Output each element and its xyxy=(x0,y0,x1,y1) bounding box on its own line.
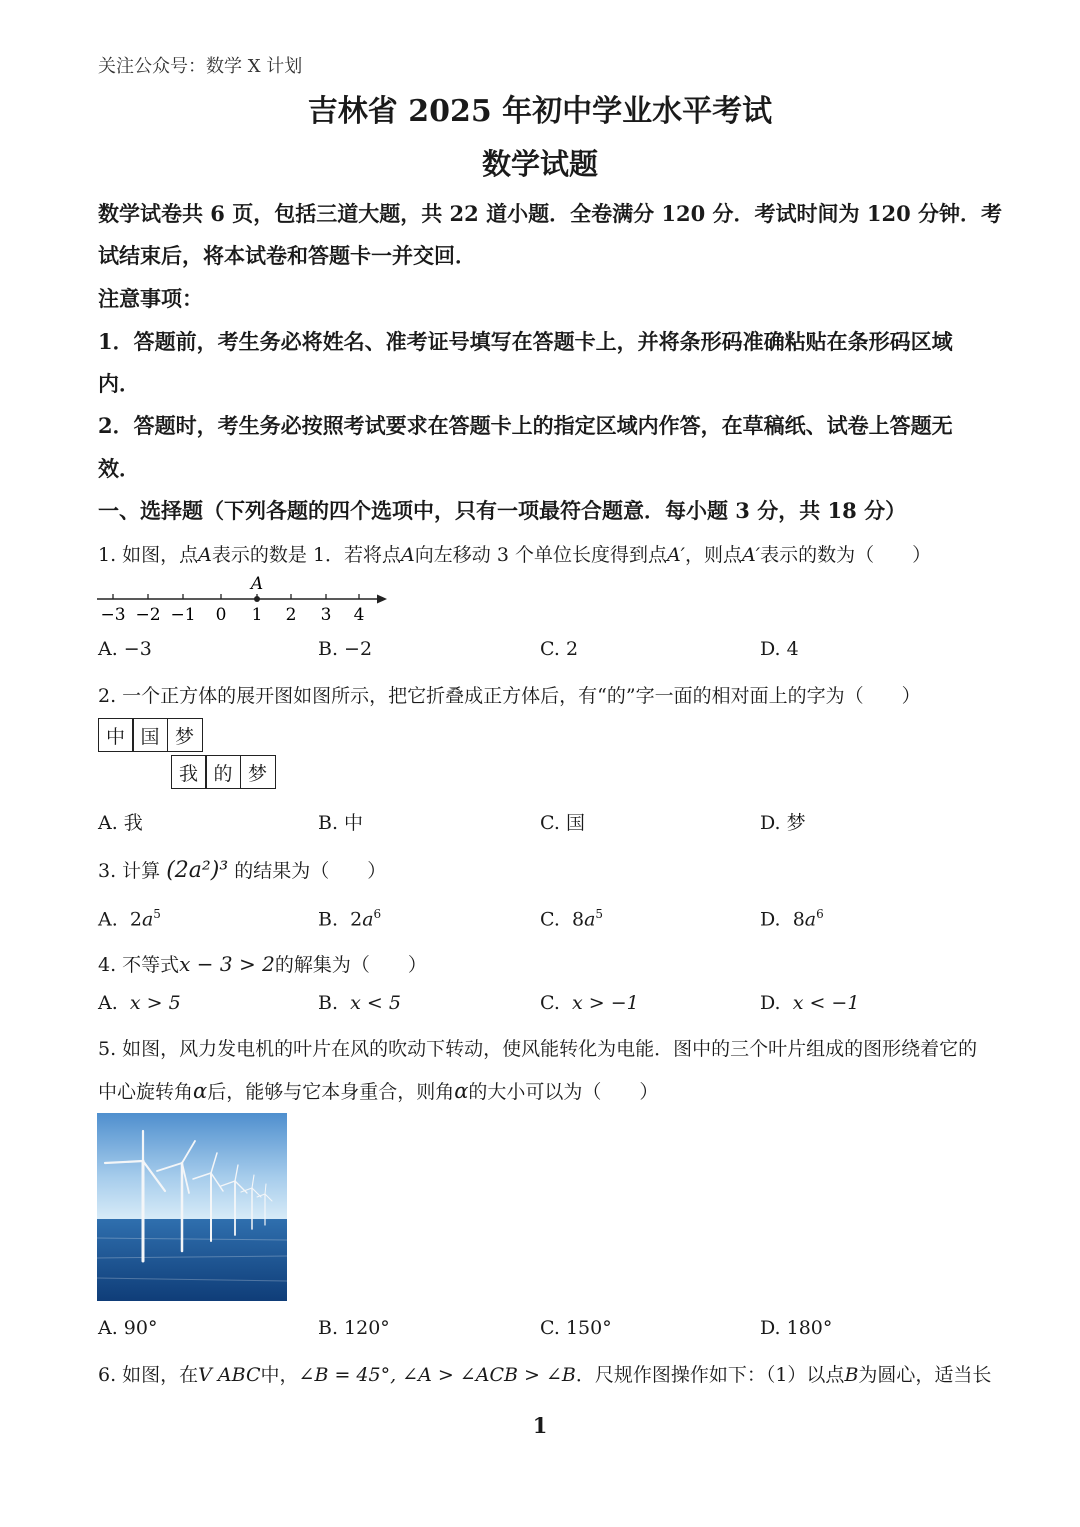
q2-option-a: A. 我 xyxy=(98,812,143,834)
q5-option-c: C. 150° xyxy=(540,1317,612,1339)
tick-label: 4 xyxy=(353,605,365,625)
q5-stem-line-1: 5. 如图，风力发电机的叶片在风的吹动下转动，使风能转化为电能．图中的三个叶片组成的图形绕着它的 xyxy=(98,1038,978,1060)
q5-option-a: A. 90° xyxy=(98,1317,158,1339)
q4-option-b: B. x < 5 xyxy=(318,992,401,1014)
q2-option-c: C. 国 xyxy=(540,812,585,834)
q1-option-d: D. 4 xyxy=(760,638,799,660)
q4-option-a: A. x > 5 xyxy=(98,992,181,1014)
tick-label: −1 xyxy=(170,605,196,625)
number-line xyxy=(95,572,395,626)
notice-item-1: 1．答题前，考生务必将姓名、准考证号填写在答题卡上，并将条形码准确粘贴在条形码区域 xyxy=(98,329,953,354)
section-1-heading: 一、选择题（下列各题的四个选项中，只有一项最符合题意．每小题 3 分，共 18 分） xyxy=(98,498,907,523)
q3-stem: 3. 计算 (2a²)³ 的结果为（ ） xyxy=(98,858,387,883)
notice-heading: 注意事项： xyxy=(98,286,203,311)
net-cell: 梦 xyxy=(240,755,276,789)
cube-net-row-1 xyxy=(99,718,203,752)
q3-option-d: D. $8a^6$ xyxy=(760,907,824,931)
q1-option-c: C. 2 xyxy=(540,638,579,660)
q2-stem: 2. 一个正方体的展开图如图所示，把它折叠成正方体后，有“的”字一面的相对面上的字为（ ） xyxy=(98,685,921,707)
q6-stem: 6. 如图，在V ABC中，∠B = 45°, ∠A > ∠ACB > ∠B．尺规作图操作如下：（1）以点B为圆心，适当长 xyxy=(98,1364,992,1386)
arrow-icon xyxy=(377,595,387,604)
notice-item-2: 2．答题时，考生务必按照考试要求在答题卡上的指定区域内作答，在草稿纸、试卷上答题无 xyxy=(98,413,953,438)
exam-title: 吉林省 2025 年初中学业水平考试 xyxy=(307,94,773,129)
q3-option-a: A. $2a^5$ xyxy=(98,907,161,931)
q3-option-c: C. $8a^5$ xyxy=(540,907,604,931)
tick-label: 1 xyxy=(251,605,263,625)
tick-label: −3 xyxy=(100,605,126,625)
q3-expression: (2a²)³ xyxy=(166,858,229,883)
q1-stem: 1. 如图，点A表示的数是 1．若将点A向左移动 3 个单位长度得到点A′，则点A′表示的数为（ ） xyxy=(98,544,932,566)
tick-label: 2 xyxy=(285,605,297,625)
q2-option-b: B. 中 xyxy=(318,812,364,834)
tick-label: 3 xyxy=(320,605,332,625)
page-number: 1 xyxy=(532,1413,548,1438)
notice-item-1-cont: 内． xyxy=(98,371,140,396)
wind-turbine-photo xyxy=(97,1113,287,1301)
watermark-text: 关注公众号：数学 X 计划 xyxy=(98,56,303,77)
q4-expression: x − 3 > 2 xyxy=(179,952,275,976)
net-cell: 国 xyxy=(132,718,168,752)
tick-label: 0 xyxy=(215,605,227,625)
q4-option-c: C. x > −1 xyxy=(540,992,639,1014)
intro-line-1: 数学试卷共 6 页，包括三道大题，共 22 道小题．全卷满分 120 分．考试时间为 120 分钟．考 xyxy=(98,201,1002,226)
point-a xyxy=(254,596,260,602)
q5-option-d: D. 180° xyxy=(760,1317,833,1339)
point-a-label: A xyxy=(250,574,264,594)
net-cell: 梦 xyxy=(167,718,203,752)
q2-option-d: D. 梦 xyxy=(760,812,806,834)
net-cell: 的 xyxy=(205,755,241,789)
q1-option-b: B. −2 xyxy=(318,638,373,660)
intro-line-2: 试结束后，将本试卷和答题卡一并交回． xyxy=(98,243,476,268)
q4-option-d: D. x < −1 xyxy=(760,992,860,1014)
q4-stem: 4. 不等式x − 3 > 2的解集为（ ） xyxy=(98,952,427,976)
q1-option-a: A. −3 xyxy=(98,638,152,660)
net-cell: 我 xyxy=(171,755,207,789)
cube-net-row-2 xyxy=(172,755,276,789)
q5-stem-line-2: 中心旋转角α后，能够与它本身重合，则角α的大小可以为（ ） xyxy=(98,1079,659,1103)
exam-subtitle: 数学试题 xyxy=(481,147,598,181)
q5-option-b: B. 120° xyxy=(318,1317,390,1339)
q3-option-b: B. $2a^6$ xyxy=(318,907,382,931)
tick-label: −2 xyxy=(135,605,161,625)
notice-item-2-cont: 效． xyxy=(98,456,140,481)
net-cell: 中 xyxy=(98,718,134,752)
